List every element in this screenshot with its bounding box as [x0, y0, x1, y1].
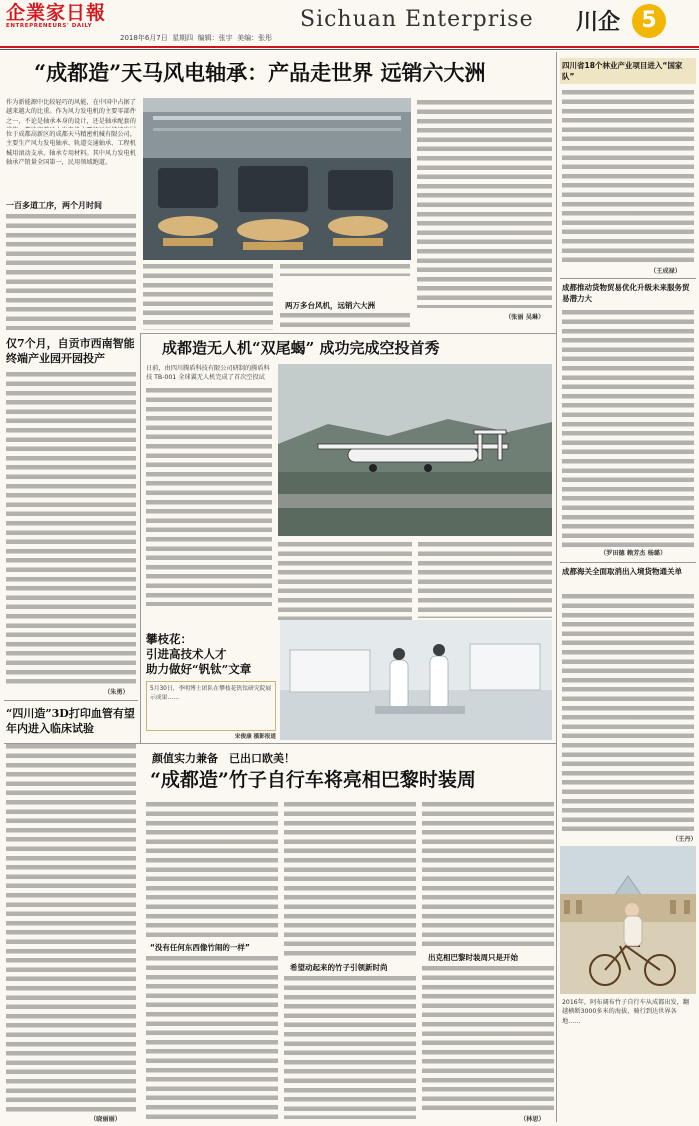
drone-photo [278, 364, 552, 536]
sidebar-item2-body [562, 308, 694, 548]
designer-credit: 美编：张彤 [237, 34, 273, 42]
print3d-headline: “四川造”3D打印血管有望年内进入临床试验 [6, 707, 135, 735]
pan-title-3: 助力做好“钒钛”文章 [146, 662, 252, 676]
sidebar-photo-caption: 2016年，阿布阔布竹子自行车从成都出发，翻越横断3000多米的海拔，骑行到达世界各地…… [562, 999, 690, 1025]
zigong-reporter: （朱勇） [104, 689, 129, 696]
bikes-body-col1b [146, 954, 278, 1119]
lead-body-col4 [417, 98, 552, 308]
bikes-body-col3b [422, 964, 554, 1112]
lead-headline: “成都造”天马风电轴承：产品走世界 远销六大洲 [34, 60, 486, 85]
bikes-body-col1 [146, 800, 278, 938]
sidebar-item1-reporter: （王成禄） [650, 268, 681, 275]
lead-body-col3 [280, 311, 410, 331]
zigong-body [6, 370, 136, 685]
factory-photo-illustration [143, 98, 411, 260]
newspaper-logo-english: ENTREPRENEURS' DAILY [6, 23, 93, 29]
sidebar-item2-reporter: （罗田德 赖芳杰 杨璐） [600, 550, 667, 557]
bikes-reporter: （林思） [520, 1116, 545, 1123]
sidebar-item1-banner [560, 58, 696, 84]
section-title-english: Sichuan Enterprise [300, 7, 534, 32]
masthead-rule [0, 46, 699, 48]
lead-photo-factory [143, 98, 411, 260]
louvre-bike-illustration [560, 846, 696, 994]
bikes-subhead-2: 希望动起来的竹子引领新时尚 [290, 963, 388, 972]
masthead-logo-block [6, 3, 116, 29]
drone-body-col1 [146, 386, 272, 606]
lead-body-col1 [6, 212, 136, 330]
print3d-reporter: （晓丽丽） [90, 1116, 121, 1123]
masthead-rule-thin [0, 49, 699, 50]
drone-dateline: 日前，由四川腾盾科技有限公司研制的腾盾科技 TB-001 全球翼无人机完成了首次空投试 [146, 365, 270, 382]
lead-subhead-1: 一百多道工序，两个月时间 [6, 201, 102, 210]
drone-headline: 成都造无人机“双尾蝎” 成功完成空投首秀 [162, 339, 440, 357]
divider-drone-top [140, 333, 556, 334]
print3d-body [6, 742, 136, 1112]
dateline [120, 33, 272, 43]
pan-title-1: 攀枝花： [146, 632, 192, 646]
drone-body-col2 [278, 540, 412, 620]
bikes-body-col2 [284, 800, 416, 960]
column-divider-left [140, 333, 141, 743]
lead-reporter: （张丽 吴琳） [505, 314, 545, 321]
sidebar-item3-body [562, 592, 694, 832]
pan-quote: 5月30日，李明博士团队在攀枝花钒钛研究院展示成果…… [146, 681, 276, 731]
sidebar-louvre-photo [560, 846, 696, 994]
lead-subhead-2: 两万多台风机，远销六大洲 [285, 301, 375, 310]
lead-body-col2 [143, 262, 273, 330]
lead-body-col3-top [280, 262, 410, 276]
page-number-badge: 5 [632, 4, 666, 38]
bikes-body-col3 [422, 800, 554, 950]
bikes-subhead-1: “没有任何东西像竹闹的一样” [150, 943, 250, 952]
pan-photo-credit: 宋俊康 摄影报道 [234, 734, 276, 740]
bikes-body-col2b [284, 974, 416, 1119]
bikes-headline: “成都造”竹子自行车将亮相巴黎时装周 [150, 769, 476, 791]
lab-photo-illustration [280, 620, 552, 740]
bikes-kicker: 颜值实力兼备 已出口欧美！ [152, 752, 295, 765]
bikes-subhead-3: 出克相巴黎时装周只是开始 [428, 953, 518, 962]
sidebar-item3-reporter: （王丹） [672, 836, 697, 843]
sidebar-item3-headline: 成都海关全面取消出入境货物通关单 [562, 567, 682, 576]
divider-3d-top [4, 700, 138, 701]
sidebar-divider-2 [560, 562, 696, 563]
sidebar-item1-headline: 四川省18个林业产业项目进入“国家队” [562, 61, 683, 81]
pan-lab-photo [280, 620, 552, 740]
lead-intro-2: 位于成都高新区的成都天马精密机械有限公司，主要生产风力发电轴承、轨道交通轴承、工程机械用滚动支承、轴承专用材料。其中风力发电机轴承产销量全国第一，民用领域跑道。 [6, 131, 136, 166]
drone-body-col3 [418, 540, 552, 618]
section-title-chinese: 川企 [576, 10, 621, 35]
issue-date: 2018年6月7日 [120, 34, 168, 42]
sidebar-item1-body [562, 88, 694, 264]
zigong-headline: 仅7个月，自贡市西南智能终端产业园开园投产 [6, 337, 135, 365]
issue-weekday: 星期四 [172, 34, 194, 42]
editor-credit: 编辑：张宇 [197, 34, 233, 42]
column-divider-right [556, 52, 557, 1122]
sidebar-item2-headline: 成都推动货物贸易优化升级未来服务贸易潜力大 [562, 283, 690, 303]
pan-title-2: 引进高技术人才 [146, 647, 227, 661]
drone-photo-illustration [278, 364, 552, 536]
newspaper-logo: 企業家日報 [6, 2, 107, 24]
sidebar-divider-1 [560, 278, 696, 279]
pan-feature-box [146, 628, 276, 740]
lead-intro: 作为新能源中比较轻巧的风能，在中国中占据了越来越大的比重。作为风力发电机的主要零部件之一，不论是轴承本身的设计，还是轴承配套的 [6, 99, 136, 125]
